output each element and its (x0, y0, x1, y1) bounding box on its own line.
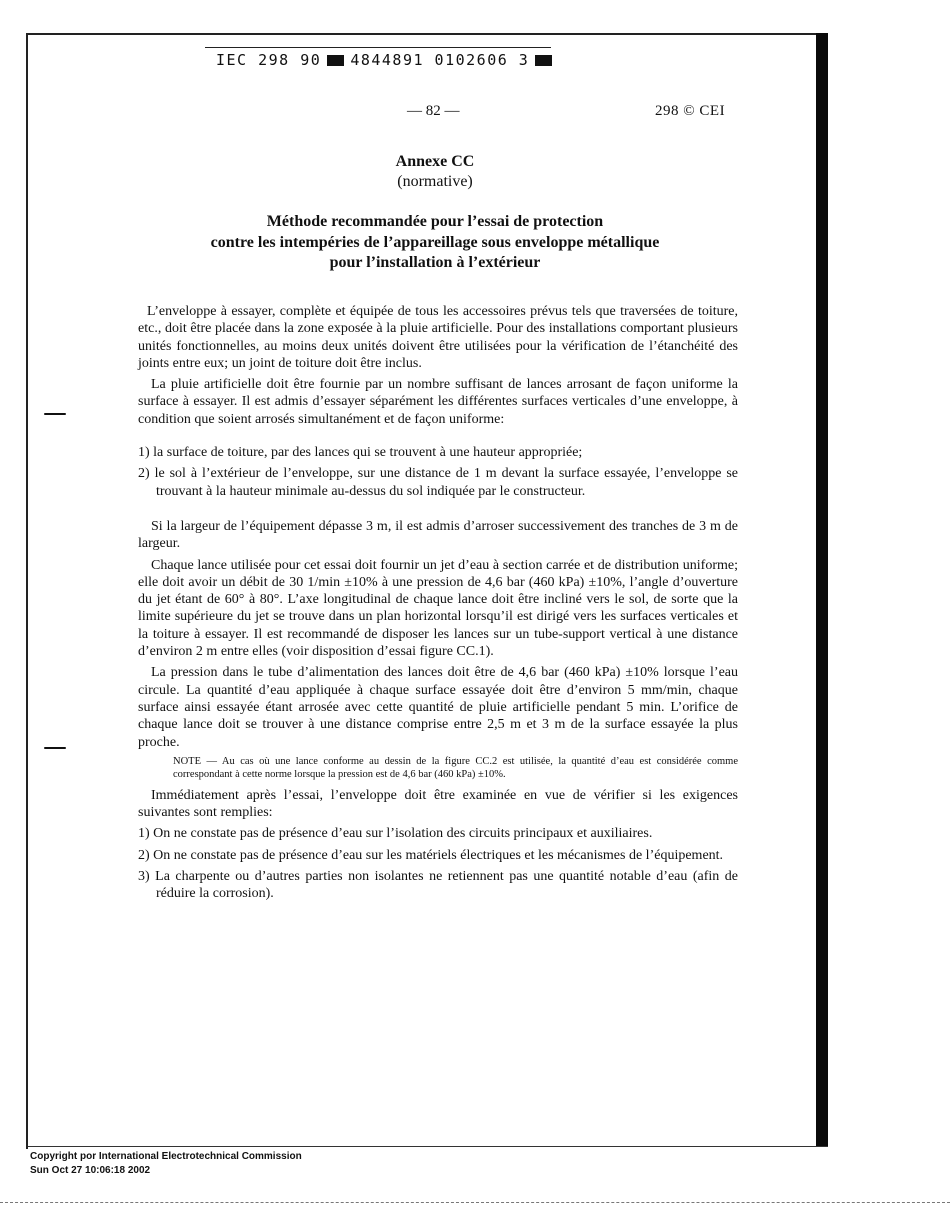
main-title-line: pour l’installation à l’extérieur (329, 254, 541, 271)
document-code (216, 51, 558, 69)
paragraph: Immédiatement après l’essai, l’enveloppe doit être examinée en vue de vérifier si les exigences suivantes sont remplies: (138, 787, 738, 821)
list-item: 2) On ne constate pas de présence d’eau sur les matériels électriques et les mécanismes de l’équipement. (138, 847, 724, 863)
document-code-right: 4844891 0102606 3 (350, 51, 530, 69)
copyright-footer (30, 1150, 302, 1178)
list-item: 1) la surface de toiture, par des lances qui se trouvent à une hauteur appropriée; (138, 445, 583, 461)
note: NOTE — Au cas où une lance conforme au dessin de la figure CC.2 est utilisée, la quantité d’eau est considérée comme correspondant à cette norme lorsque la pression est de 4,6 bar (460 kPa) ±10%. (173, 755, 738, 780)
main-title (0, 212, 870, 274)
list-item: 2) le sol à l’extérieur de l’enveloppe, sur une distance de 1 m devant la surface essayée, l’enveloppe se trouvant à la hauteur minimale au-dessus du sol indiquée par le constructeur. (138, 466, 738, 499)
scan-edge-bar (816, 33, 828, 1147)
copyright-line: Copyright por International Electrotechnical Commission (30, 1151, 302, 1162)
list-item: 3) La charpente ou d’autres parties non isolantes ne retiennent pas une quantité notable d’eau (afin de réduire la corrosion). (138, 869, 738, 902)
paragraph: La pression dans le tube d’alimentation des lances doit être de 4,6 bar (460 kPa) ±10% lorsque l’eau circule. La quantité d’eau appliquée à chaque surface essayée doit être d’environ 5 mm/min, chaque surface ainsi essayée étant arrosée avec cette quantité de pluie artificielle pendant 5 min. L’orifice de chaque lance doit se trouver à une distance comprise entre 2,5 m et 3 m de la surface essayée la plus proche. (138, 665, 738, 750)
document-code-left: IEC 298 90 (216, 51, 322, 69)
list-item: 1) On ne constate pas de présence d’eau sur l’isolation des circuits principaux et auxiliaires. (138, 826, 653, 842)
main-title-line: Méthode recommandée pour l’essai de protection (266, 213, 604, 230)
standard-reference: 298 © CEI (655, 103, 726, 119)
paragraph: Chaque lance utilisée pour cet essai doit fournir un jet d’eau à section carrée et de distribution uniforme; elle doit avoir un débit de 30 1/min ±10% à une pression de 4,6 bar (460 kPa) ±10%, l’angle d’ouverture du jet étant de 60° à 80°. L’axe longitudinal de chaque lance doit être incliné vers le sol, de sorte que la limite supérieure du jet se trouve dans un plan horizontal lorsqu’il est dirigé vers les surfaces verticales et la toiture à essayer. Il est recommandé de disposer les lances sur un tube-support vertical à une distance d’environ 2 m entre elles (voir disposition d’essai figure CC.1). (138, 557, 738, 660)
paragraph: L’enveloppe à essayer, complète et équipée de tous les accessoires prévus tels que traversées de toiture, etc., doit être placée dans la zone exposée à la pluie artificielle. Pour des installations comportant plusieurs unités fonctionnelles, au moins deux unités doivent être utilisées pour la vérification de l’étanchéité des joints entre eux; un joint de toiture doit être inclus. (138, 304, 738, 371)
main-title-line: contre les intempéries de l’appareillage sous enveloppe métallique (210, 233, 660, 251)
header-rule (205, 47, 551, 48)
code-block-mark (535, 55, 552, 66)
annex-title: Annexe CC (395, 153, 475, 170)
code-block-mark (327, 55, 344, 66)
binding-mark (44, 413, 66, 415)
paragraph: La pluie artificielle doit être fournie par un nombre suffisant de lances arrosant de façon uniforme la surface à essayer. Il est admis d’essayer séparément les différentes surfaces verticales d’une enveloppe, à condition que soient arrosés simultanément et de façon uniforme: (138, 377, 738, 427)
paragraph: Si la largeur de l’équipement dépasse 3 m, il est admis d’arroser successivement des tranches de 3 m de largeur. (138, 518, 738, 552)
page-number: — 82 — (407, 103, 460, 119)
timestamp-line: Sun Oct 27 10:06:18 2002 (30, 1165, 151, 1176)
bottom-divider (0, 1202, 950, 1203)
bottom-rule (28, 1146, 828, 1147)
annex-subtitle: (normative) (397, 173, 473, 190)
body-text (138, 303, 738, 907)
binding-mark (44, 747, 66, 749)
